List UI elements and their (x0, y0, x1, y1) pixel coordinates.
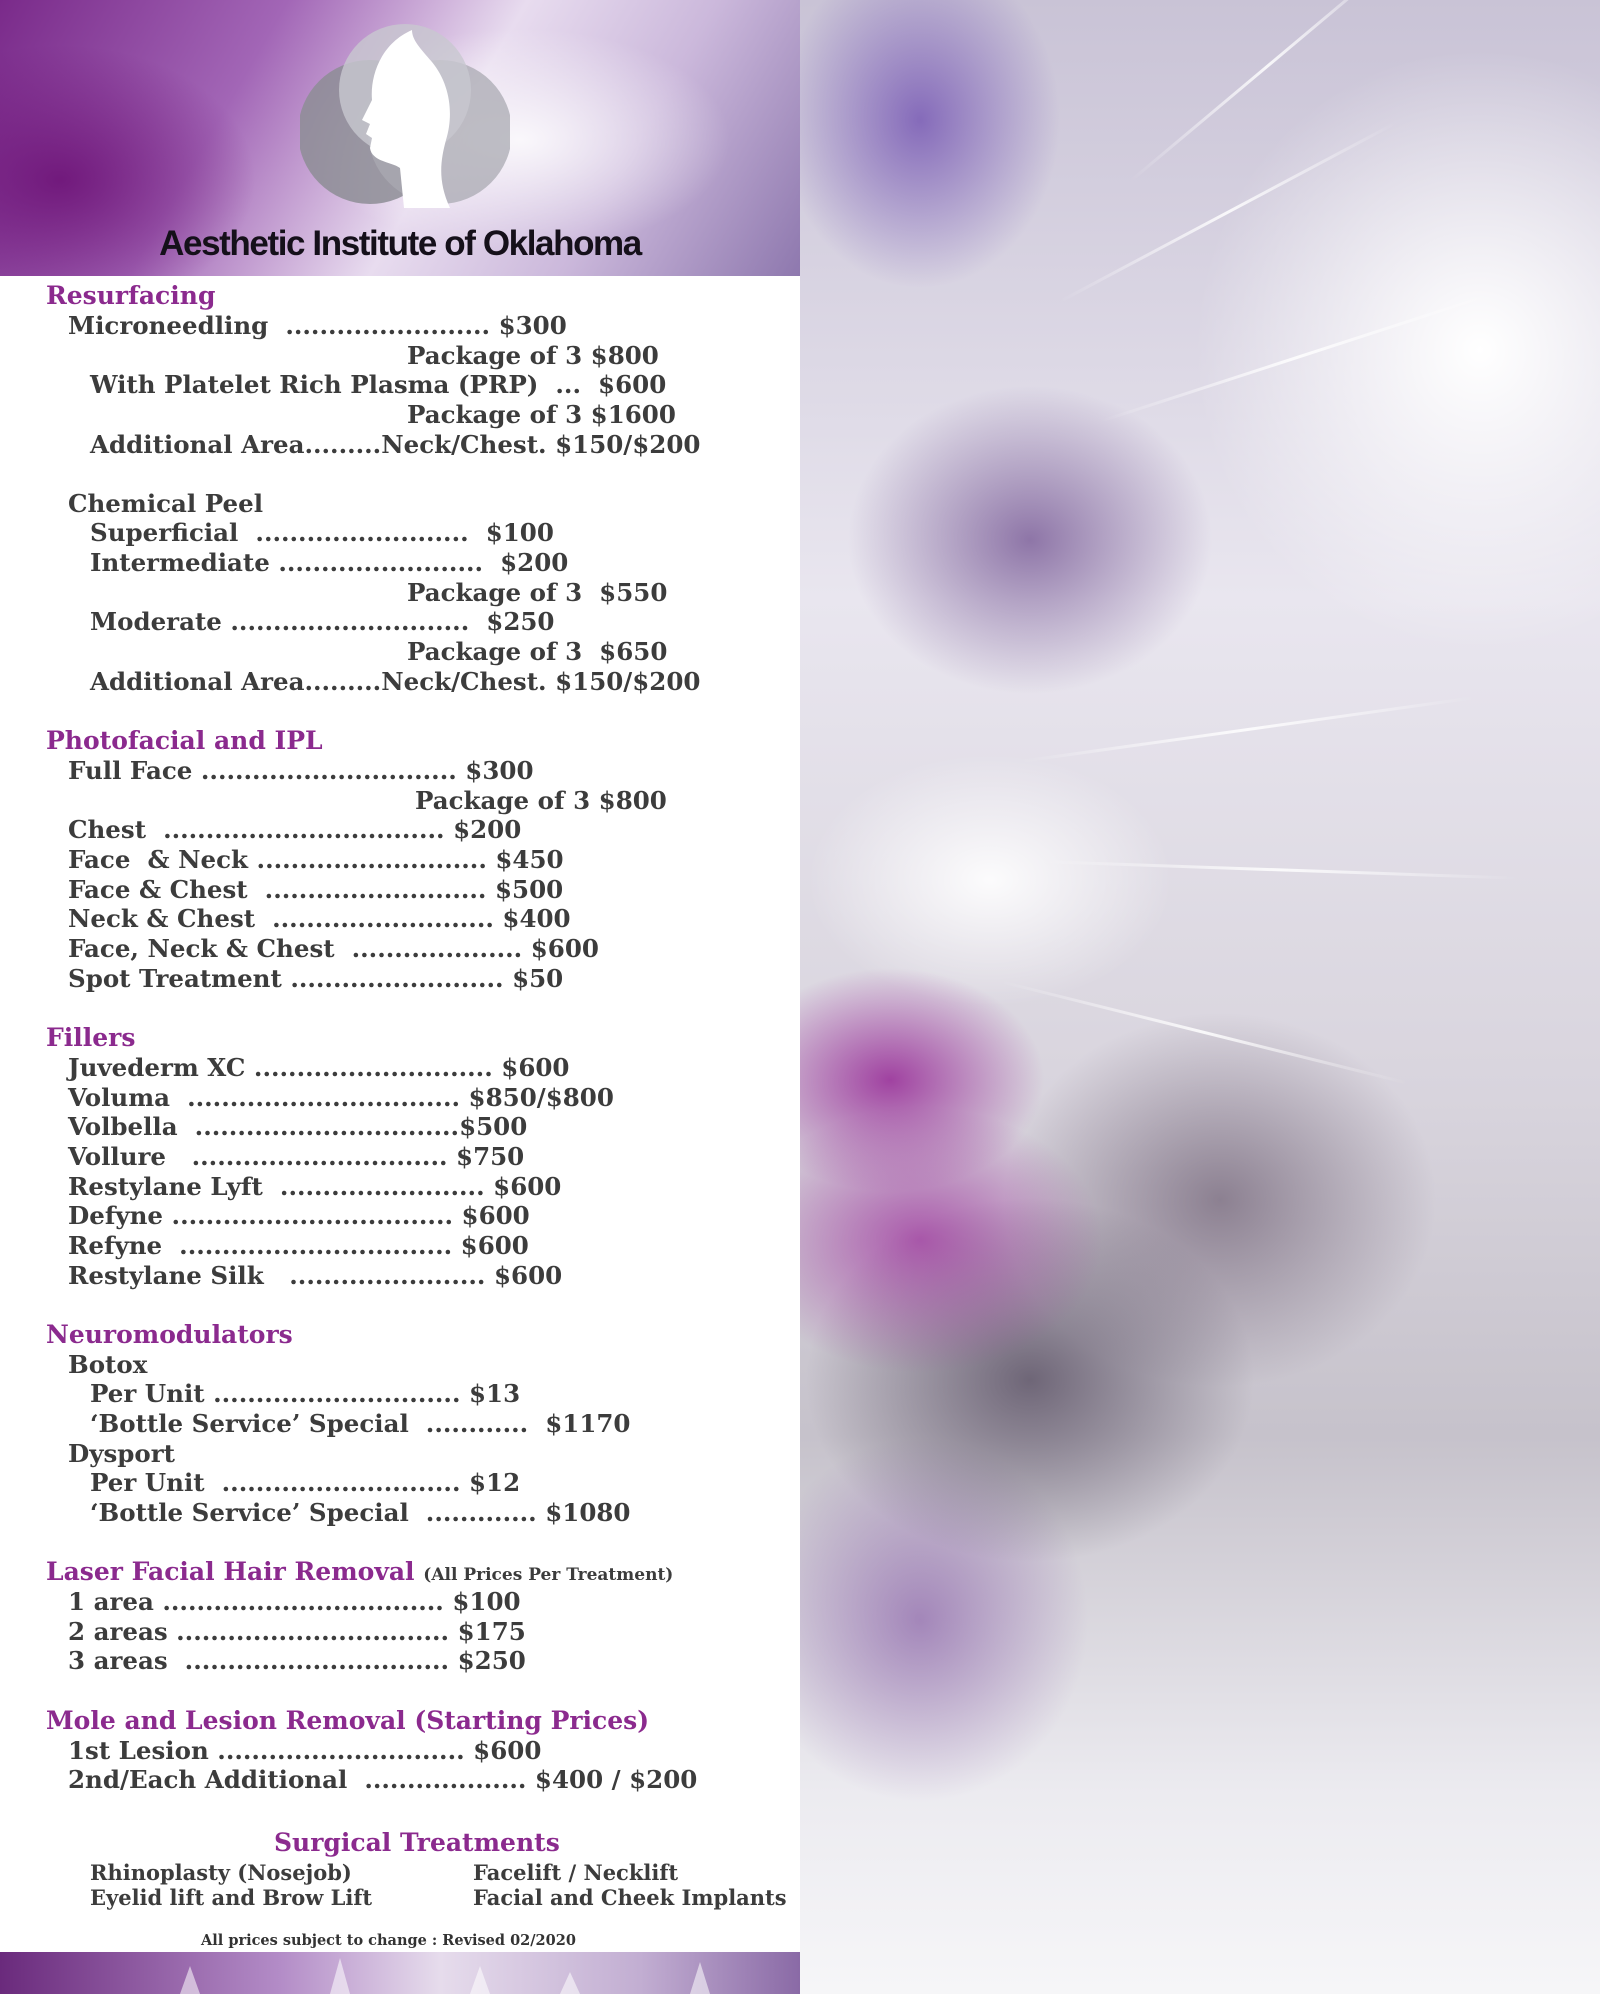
price-line-full-face: Full Face .............................. $300 (68, 756, 534, 785)
price-line-dysport-per-unit: Per Unit ............................ $12 (90, 1468, 521, 1497)
laser-price-note: (All Prices Per Treatment) (423, 1565, 674, 1585)
section-title-neuromodulators: Neuromodulators (46, 1320, 293, 1349)
abstract-purple-explosion-artwork (800, 0, 1600, 1994)
surgical-item-facelift: Facelift / Necklift (473, 1860, 679, 1885)
surgical-item-eyelid-lift: Eyelid lift and Brow Lift (90, 1885, 373, 1910)
price-line-2-areas: 2 areas ................................ $175 (68, 1617, 526, 1646)
price-line-3-areas: 3 areas ............................... $250 (68, 1646, 526, 1675)
surgical-item-implants: Facial and Cheek Implants (473, 1885, 787, 1910)
footer-decorative-strip (0, 1952, 800, 1994)
price-line-spot-treatment: Spot Treatment ......................... $50 (68, 964, 564, 993)
section-title-fillers: Fillers (46, 1023, 136, 1052)
price-line-microneedling-package: Package of 3 $800 (407, 341, 659, 370)
section-title-resurfacing: Resurfacing (46, 281, 216, 310)
price-line-additional-area: Additional Area.........Neck/Chest. $150/$200 (90, 430, 701, 459)
price-line-intermediate-package: Package of 3 $550 (407, 578, 668, 607)
subsection-chemical-peel: Chemical Peel (68, 489, 264, 518)
surgical-item-rhinoplasty: Rhinoplasty (Nosejob) (90, 1860, 352, 1885)
price-line-voluma: Voluma ................................ $850/$800 (68, 1083, 614, 1112)
section-title-surgical: Surgical Treatments (274, 1828, 560, 1857)
section-title-laser-hair-removal (46, 1557, 673, 1590)
price-line-restylane-silk: Restylane Silk ....................... $600 (68, 1261, 563, 1290)
price-line-face-neck-chest: Face, Neck & Chest .................... $600 (68, 934, 599, 963)
price-line-vollure: Vollure .............................. $750 (68, 1142, 525, 1171)
price-line-volbella: Volbella ...............................$500 (68, 1112, 528, 1141)
price-line-defyne: Defyne ................................. $600 (68, 1201, 530, 1230)
price-line-full-face-package: Package of 3 $800 (415, 786, 667, 815)
laser-title-text: Laser Facial Hair Removal (46, 1557, 415, 1586)
profile-face-logo-icon (300, 22, 510, 212)
price-line-additional-lesion: 2nd/Each Additional ................... $400 / $200 (68, 1765, 698, 1794)
price-line-juvederm: Juvederm XC ............................ $600 (68, 1053, 570, 1082)
price-line-chest: Chest ................................. $200 (68, 815, 522, 844)
brand-name: Aesthetic Institute of Oklahoma (159, 224, 641, 263)
price-line-superficial: Superficial ......................... $100 (90, 518, 554, 547)
footer-disclaimer: All prices subject to change : Revised 02/2020 (201, 1932, 576, 1949)
price-line-restylane-lyft: Restylane Lyft ........................ $600 (68, 1172, 562, 1201)
price-line-microneedling: Microneedling ........................ $300 (68, 311, 567, 340)
price-line-refyne: Refyne ................................ $600 (68, 1231, 529, 1260)
price-line-face-neck: Face & Neck ........................... $450 (68, 845, 564, 874)
header-banner (0, 0, 800, 276)
price-line-prp-package: Package of 3 $1600 (407, 400, 676, 429)
price-line-neck-chest: Neck & Chest .......................... $400 (68, 904, 571, 933)
price-line-intermediate: Intermediate ........................ $200 (90, 548, 569, 577)
price-line-prp: With Platelet Rich Plasma (PRP) ... $600 (90, 370, 667, 399)
price-line-moderate-package: Package of 3 $650 (407, 637, 668, 666)
section-title-photofacial: Photofacial and IPL (46, 726, 323, 755)
price-line-botox-bottle-service: ‘Bottle Service’ Special ............ $1170 (90, 1409, 631, 1438)
price-line-first-lesion: 1st Lesion ............................. $600 (68, 1736, 542, 1765)
price-line-additional-area-2: Additional Area.........Neck/Chest. $150/$200 (90, 667, 701, 696)
section-title-mole-lesion-removal: Mole and Lesion Removal (Starting Prices) (46, 1706, 650, 1735)
price-line-dysport-bottle-service: ‘Bottle Service’ Special ............. $1080 (90, 1498, 631, 1527)
subsection-dysport: Dysport (68, 1439, 175, 1468)
price-line-botox-per-unit: Per Unit ............................. $13 (90, 1379, 521, 1408)
subsection-botox: Botox (68, 1350, 148, 1379)
price-line-1-area: 1 area ................................. $100 (68, 1587, 521, 1616)
price-line-moderate: Moderate ............................ $250 (90, 607, 555, 636)
price-line-face-chest: Face & Chest .......................... $500 (68, 875, 564, 904)
